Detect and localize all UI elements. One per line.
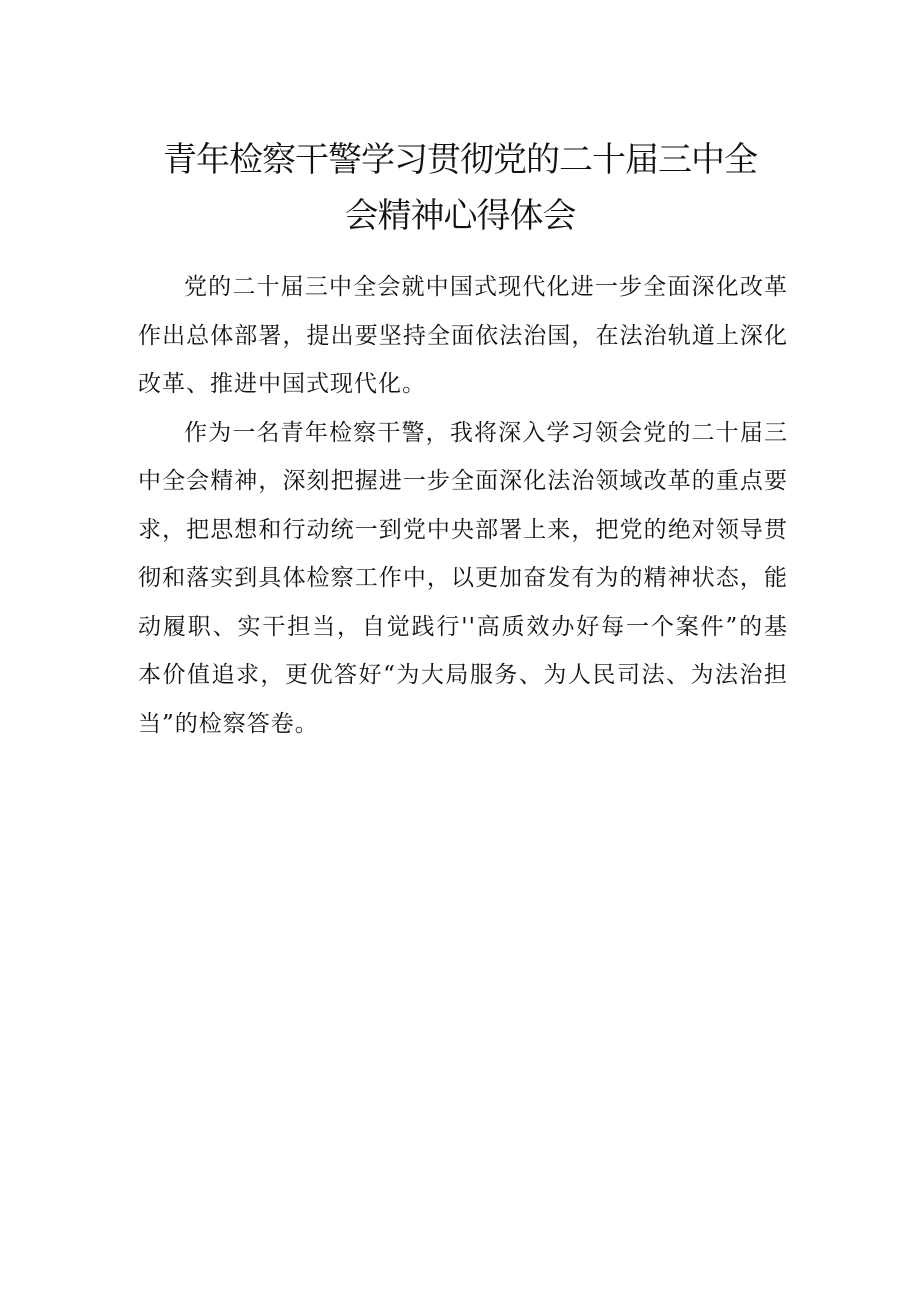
paragraph-2: 作为一名青年检察干警，我将深入学习领会党的二十届三中全会精神，深刻把握进一步全面深化法治领域改革的重点要求，把思想和行动统一到党中央部署上来，把党的绝对领导贯彻和落实到具体检察工作中，以更加奋发有为的精神状态，能动履职、实干担当，自觉践行''高质效办好每一个案件”的基本价值追求，更优答好“为大局服务、为人民司法、为法治担当”的检察答卷。 <box>138 419 788 737</box>
title-line-2: 会精神心得体会 <box>344 196 576 236</box>
document-body <box>138 263 788 748</box>
title-line-1: 青年检察干警学习贯彻党的二十届三中全 <box>163 140 757 180</box>
document-title <box>0 132 920 244</box>
paragraph-1: 党的二十届三中全会就中国式现代化进一步全面深化改革作出总体部署，提出要坚持全面依法治国，在法治轨道上深化改革、推进中国式现代化。 <box>138 274 788 397</box>
